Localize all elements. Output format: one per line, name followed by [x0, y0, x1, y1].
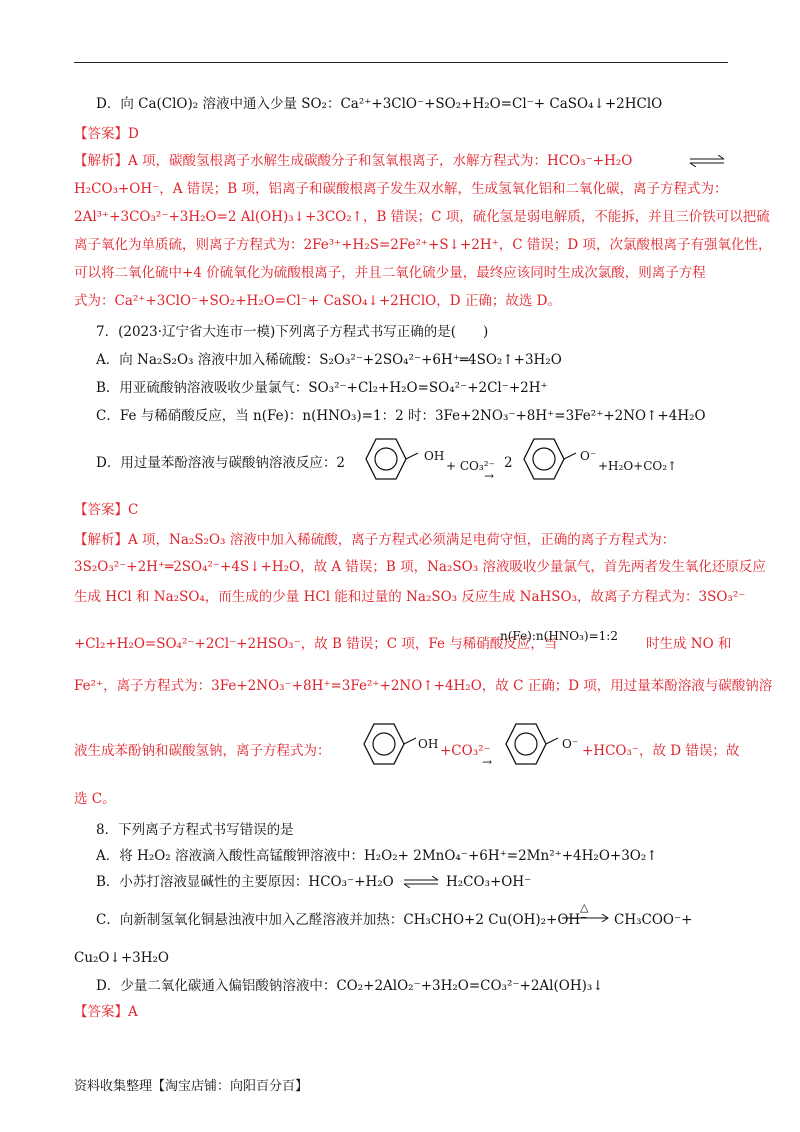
analysis-line: 【解析】A 项，Na₂S₂O₃ 溶液中加入稀硫酸，离子方程式必须满足电荷守恒，正确的离子方程式为：: [74, 532, 676, 548]
header-rule: [74, 62, 728, 63]
carbonate-term: +CO₃²⁻: [440, 743, 491, 759]
analysis-line: 液生成苯酚钠和碳酸氢钠，离子方程式为：: [74, 743, 331, 759]
heat-delta-icon: △: [580, 901, 589, 914]
phenol-benzene-ring-icon: [354, 722, 416, 766]
q8-option-b-right: H₂CO₃+OH⁻: [446, 874, 532, 890]
analysis-line: +HCO₃⁻，故 D 错误；故: [582, 743, 740, 759]
phenoxide-benzene-ring-icon: [514, 437, 576, 481]
q7-option-b: B．用亚硫酸钠溶液吸收少量氯气：SO₃²⁻+Cl₂+H₂O=SO₄²⁻+2Cl⁻+2H⁺: [96, 380, 548, 396]
question-8-stem: 8．下列离子方程式书写错误的是: [96, 822, 294, 838]
phenol-benzene-ring-icon: [356, 437, 418, 481]
answer-label: 【答案】C: [74, 502, 139, 518]
reaction-arrow-icon: →: [482, 755, 493, 769]
products-tail: +H₂O+CO₂↑: [598, 459, 678, 473]
q8-option-b-left: B．小苏打溶液显碱性的主要原因：HCO₃⁻+H₂O: [96, 874, 394, 890]
coefficient: 2: [504, 455, 513, 471]
carbonate-term: + CO₃²⁻: [446, 459, 495, 473]
equilibrium-arrow-icon: [402, 876, 442, 888]
q8-option-c-right: CH₃COO⁻+: [614, 912, 693, 928]
analysis-line: +Cl₂+H₂O=SO₄²⁻+2Cl⁻+2HSO₃⁻，故 B 错误；C 项，Fe 与稀硝酸反应，当: [74, 636, 558, 652]
question-7-stem: 7．(2023·辽宁省大连市一模)下列离子方程式书写正确的是( ): [96, 324, 489, 340]
q7-option-d-prefix: D．用过量苯酚溶液与碳酸钠溶液反应：2: [96, 455, 345, 471]
analysis-line: 时生成 NO 和: [646, 636, 732, 652]
phenoxide-benzene-ring-icon: [496, 722, 558, 766]
footer-source: 资料收集整理【淘宝店铺：向阳百分百】: [74, 1079, 309, 1094]
analysis-line: 式为：Ca²⁺+3ClO⁻+SO₂+H₂O=Cl⁻+ CaSO₄↓+2HClO，D 正确；故选 D。: [74, 293, 561, 309]
equilibrium-arrow-icon: [688, 155, 728, 167]
q7-option-c: C．Fe 与稀硝酸反应，当 n(Fe)：n(HNO₃)=1：2 时：3Fe+2NO₃⁻+8H⁺=3Fe²⁺+2NO↑+4H₂O: [96, 408, 706, 424]
q8-option-a: A．将 H₂O₂ 溶液滴入酸性高锰酸钾溶液中：H₂O₂+ 2MnO₄⁻+6H⁺=2Mn²⁺+4H₂O+3O₂↑: [96, 848, 658, 864]
q8-option-c-left: C．向新制氢氧化铜悬浊液中加入乙醛溶液并加热：CH₃CHO+2 Cu(OH)₂+OH⁻: [96, 912, 588, 928]
answer-label: 【答案】A: [74, 1004, 138, 1020]
q7-option-a: A．向 Na₂S₂O₃ 溶液中加入稀硫酸：S₂O₃²⁻+2SO₄²⁻+6H⁺═4SO₂↑+3H₂O: [96, 352, 562, 368]
analysis-line: 离子氧化为单质硫，则离子方程式为：2Fe³⁺+H₂S=2Fe²⁺+S↓+2H⁺，C 错误；D 项，次氯酸根离子有强氧化性，: [74, 237, 772, 253]
analysis-line: H₂CO₃+OH⁻，A 错误；B 项，铝离子和碳酸根离子发生双水解，生成氢氧化铝和二氧化碳，离子方程式为：: [74, 181, 728, 197]
analysis-line: 选 C。: [74, 791, 116, 807]
phenoxide-label: O⁻: [580, 449, 597, 463]
hydroxyl-label: OH: [424, 449, 445, 463]
ratio-expression: n(Fe):n(HNO₃)=1:2: [500, 629, 618, 643]
hydroxyl-label: OH: [418, 737, 439, 751]
analysis-line: 3S₂O₃²⁻+2H⁺═2SO₄²⁻+4S↓+H₂O，故 A 错误；B 项，Na₂SO₃ 溶液吸收少量氯气，首先两者发生氧化还原反应: [74, 559, 766, 575]
answer-label: 【答案】D: [74, 126, 139, 142]
q8-option-d: D．少量二氧化碳通入偏铝酸钠溶液中：CO₂+2AlO₂⁻+3H₂O=CO₃²⁻+2Al(OH)₃↓: [96, 978, 604, 994]
analysis-line: 2Al³⁺+3CO₃²⁻+3H₂O=2 Al(OH)₃↓+3CO₂↑，B 错误；C 项，硫化氢是弱电解质，不能拆，并且三价铁可以把硫: [74, 209, 770, 225]
analysis-line: 生成 HCl 和 Na₂SO₄，而生成的少量 HCl 能和过量的 Na₂SO₃ 反应生成 NaHSO₃，故离子方程式为：3SO₃²⁻: [74, 589, 746, 605]
analysis-line: Fe²⁺，离子方程式为：3Fe+2NO₃⁻+8H⁺=3Fe²⁺+2NO↑+4H₂O，故 C 正确；D 项，用过量苯酚溶液与碳酸钠溶: [74, 678, 773, 694]
reaction-arrow-icon: [562, 914, 612, 922]
reaction-arrow-icon: →: [484, 469, 495, 483]
phenoxide-label: O⁻: [562, 737, 579, 751]
analysis-line: 【解析】A 项，碳酸氢根离子水解生成碳酸分子和氢氧根离子，水解方程式为：HCO₃⁻+H₂O: [74, 153, 633, 169]
option-d-previous: D．向 Ca(ClO)₂ 溶液中通入少量 SO₂：Ca²⁺+3ClO⁻+SO₂+H₂O=Cl⁻+ CaSO₄↓+2HClO: [96, 96, 663, 112]
q8-option-c-continued: Cu₂O↓+3H₂O: [74, 950, 169, 966]
analysis-line: 可以将二氧化硫中+4 价硫氧化为硫酸根离子，并且二氧化硫少量，最终应该同时生成次氯酸，则离子方程: [74, 265, 706, 281]
